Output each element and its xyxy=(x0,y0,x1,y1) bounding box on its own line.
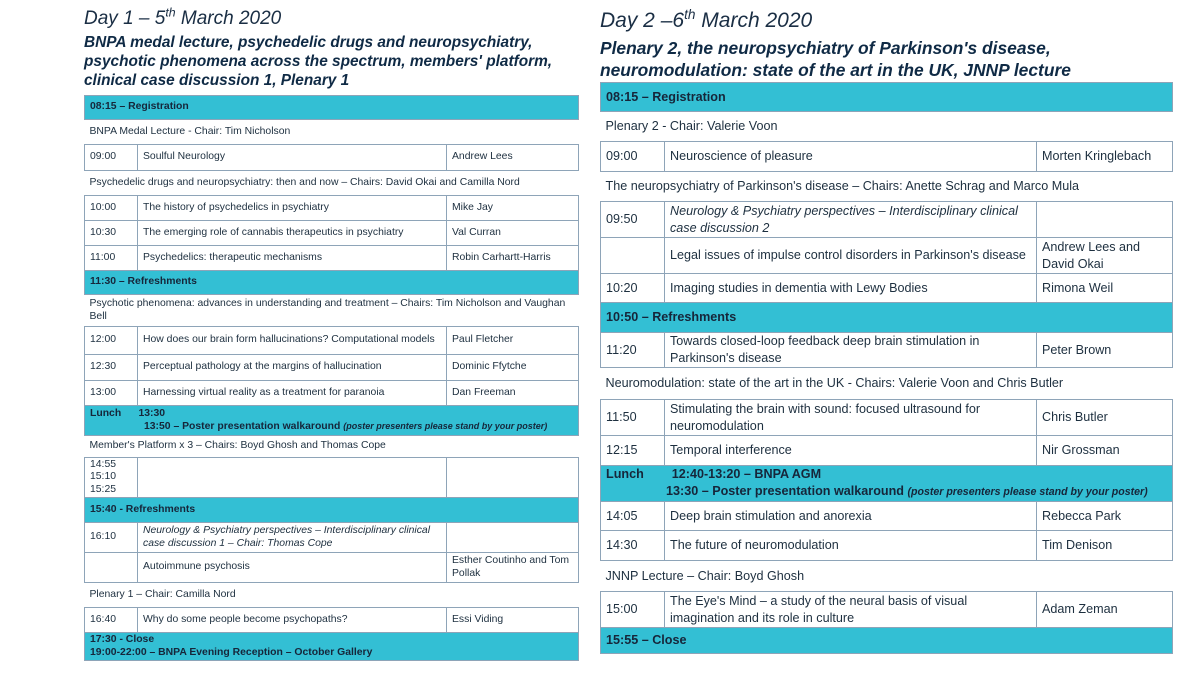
day1-session-psychedelic: Psychedelic drugs and neuropsychiatry: then and now – Chairs: David Okai and Camilla Nord xyxy=(85,171,579,196)
table-row: 14:30 The future of neuromodulation Tim Denison xyxy=(601,531,1173,561)
day2-lunch-row xyxy=(601,466,1173,502)
day1-schedule-table xyxy=(84,95,579,661)
table-row: 09:50 Neurology & Psychiatry perspectives – Interdisciplinary clinical case discussion 2 xyxy=(601,202,1173,238)
day1-registration-row: 08:15 – Registration xyxy=(85,96,579,120)
day1-subtitle: BNPA medal lecture, psychedelic drugs and neuropsychiatry, psychotic phenomena across the spectrum, members' platform, clinical case discussion 1, Plenary 1 xyxy=(84,34,553,89)
table-row: 12:15 Temporal interference Nir Grossman xyxy=(601,436,1173,466)
table-row: 11:20 Towards closed-loop feedback deep brain stimulation in Parkinson's disease Peter Brown xyxy=(601,333,1173,368)
table-row: 09:00 Neuroscience of pleasure Morten Kringlebach xyxy=(601,142,1173,172)
day2-refreshments-row: 10:50 – Refreshments xyxy=(601,303,1173,333)
day1-session-psychotic: Psychotic phenomena: advances in understanding and treatment – Chairs: Tim Nicholson and Vaughan Bell xyxy=(85,295,579,327)
day2-session-parkinsons: The neuropsychiatry of Parkinson's disease – Chairs: Anette Schrag and Marco Mula xyxy=(601,172,1173,202)
day2-schedule-table xyxy=(600,82,1173,654)
day1-session-medal: BNPA Medal Lecture - Chair: Tim Nicholson xyxy=(85,120,579,145)
table-row: 10:00 The history of psychedelics in psychiatry Mike Jay xyxy=(85,196,579,221)
table-row: 14:05 Deep brain stimulation and anorexia Rebecca Park xyxy=(601,502,1173,531)
day1-title: Day 1 – 5th March 2020 xyxy=(84,5,282,29)
day1-lunch-line: Lunch 13:30 xyxy=(90,407,166,419)
day1-poster-line: 13:50 – Poster presentation walkaround (poster presenters please stand by your poster) xyxy=(144,421,548,432)
day1-refreshments-row: 11:30 – Refreshments xyxy=(85,271,579,295)
day1-close-row: 17:30 - Close 19:00-22:00 – BNPA Evening Reception – October Gallery xyxy=(85,633,579,661)
table-row: Legal issues of impulse control disorders in Parkinson's disease Andrew Lees and David Okai xyxy=(601,238,1173,274)
day2-session-jnnp: JNNP Lecture – Chair: Boyd Ghosh xyxy=(601,561,1173,592)
day2-title: Day 2 –6th March 2020 xyxy=(600,7,813,32)
day2-lunch-line: Lunch 12:40-13:20 – BNPA AGM xyxy=(606,467,822,481)
day2-registration-row: 08:15 – Registration xyxy=(601,83,1173,112)
table-row: 13:00 Harnessing virtual reality as a treatment for paranoia Dan Freeman xyxy=(85,381,579,406)
table-row: 10:20 Imaging studies in dementia with Lewy Bodies Rimona Weil xyxy=(601,274,1173,303)
table-row: 12:30 Perceptual pathology at the margins of hallucination Dominic Ffytche xyxy=(85,355,579,381)
day2-column xyxy=(600,0,1172,654)
table-row: 12:00 How does our brain form hallucinations? Computational models Paul Fletcher xyxy=(85,327,579,355)
day2-poster-line: 13:30 – Poster presentation walkaround (poster presenters please stand by your poster) xyxy=(666,484,1148,498)
table-row: 14:55 15:10 15:25 xyxy=(85,458,579,498)
day2-close-row: 15:55 – Close xyxy=(601,628,1173,654)
day1-column xyxy=(84,0,578,661)
table-row: 16:40 Why do some people become psychopaths? Essi Viding xyxy=(85,608,579,633)
day2-subtitle: Plenary 2, the neuropsychiatry of Parkinson's disease, neuromodulation: state of the art in the UK, JNNP lecture xyxy=(600,38,1071,80)
table-row: 10:30 The emerging role of cannabis therapeutics in psychiatry Val Curran xyxy=(85,221,579,246)
table-row: 16:10 Neurology & Psychiatry perspectives – Interdisciplinary clinical case discussion 1 – Chair: Thomas Cope xyxy=(85,523,579,553)
table-row: 09:00 Soulful Neurology Andrew Lees xyxy=(85,145,579,171)
table-row: 11:00 Psychedelics: therapeutic mechanisms Robin Carhartt-Harris xyxy=(85,246,579,271)
day1-refreshments2-row: 15:40 - Refreshments xyxy=(85,498,579,523)
table-row: Autoimmune psychosis Esther Coutinho and Tom Pollak xyxy=(85,553,579,583)
table-row: 15:00 The Eye's Mind – a study of the neural basis of visual imagination and its role in culture Adam Zeman xyxy=(601,592,1173,628)
day1-lunch-row xyxy=(85,406,579,436)
day2-session-neuromodulation: Neuromodulation: state of the art in the UK - Chairs: Valerie Voon and Chris Butler xyxy=(601,368,1173,400)
day1-session-plenary1: Plenary 1 – Chair: Camilla Nord xyxy=(85,583,579,608)
day2-session-plenary2: Plenary 2 - Chair: Valerie Voon xyxy=(601,112,1173,142)
table-row: 11:50 Stimulating the brain with sound: focused ultrasound for neuromodulation Chris Butler xyxy=(601,400,1173,436)
day1-session-members: Member's Platform x 3 – Chairs: Boyd Ghosh and Thomas Cope xyxy=(85,436,579,458)
